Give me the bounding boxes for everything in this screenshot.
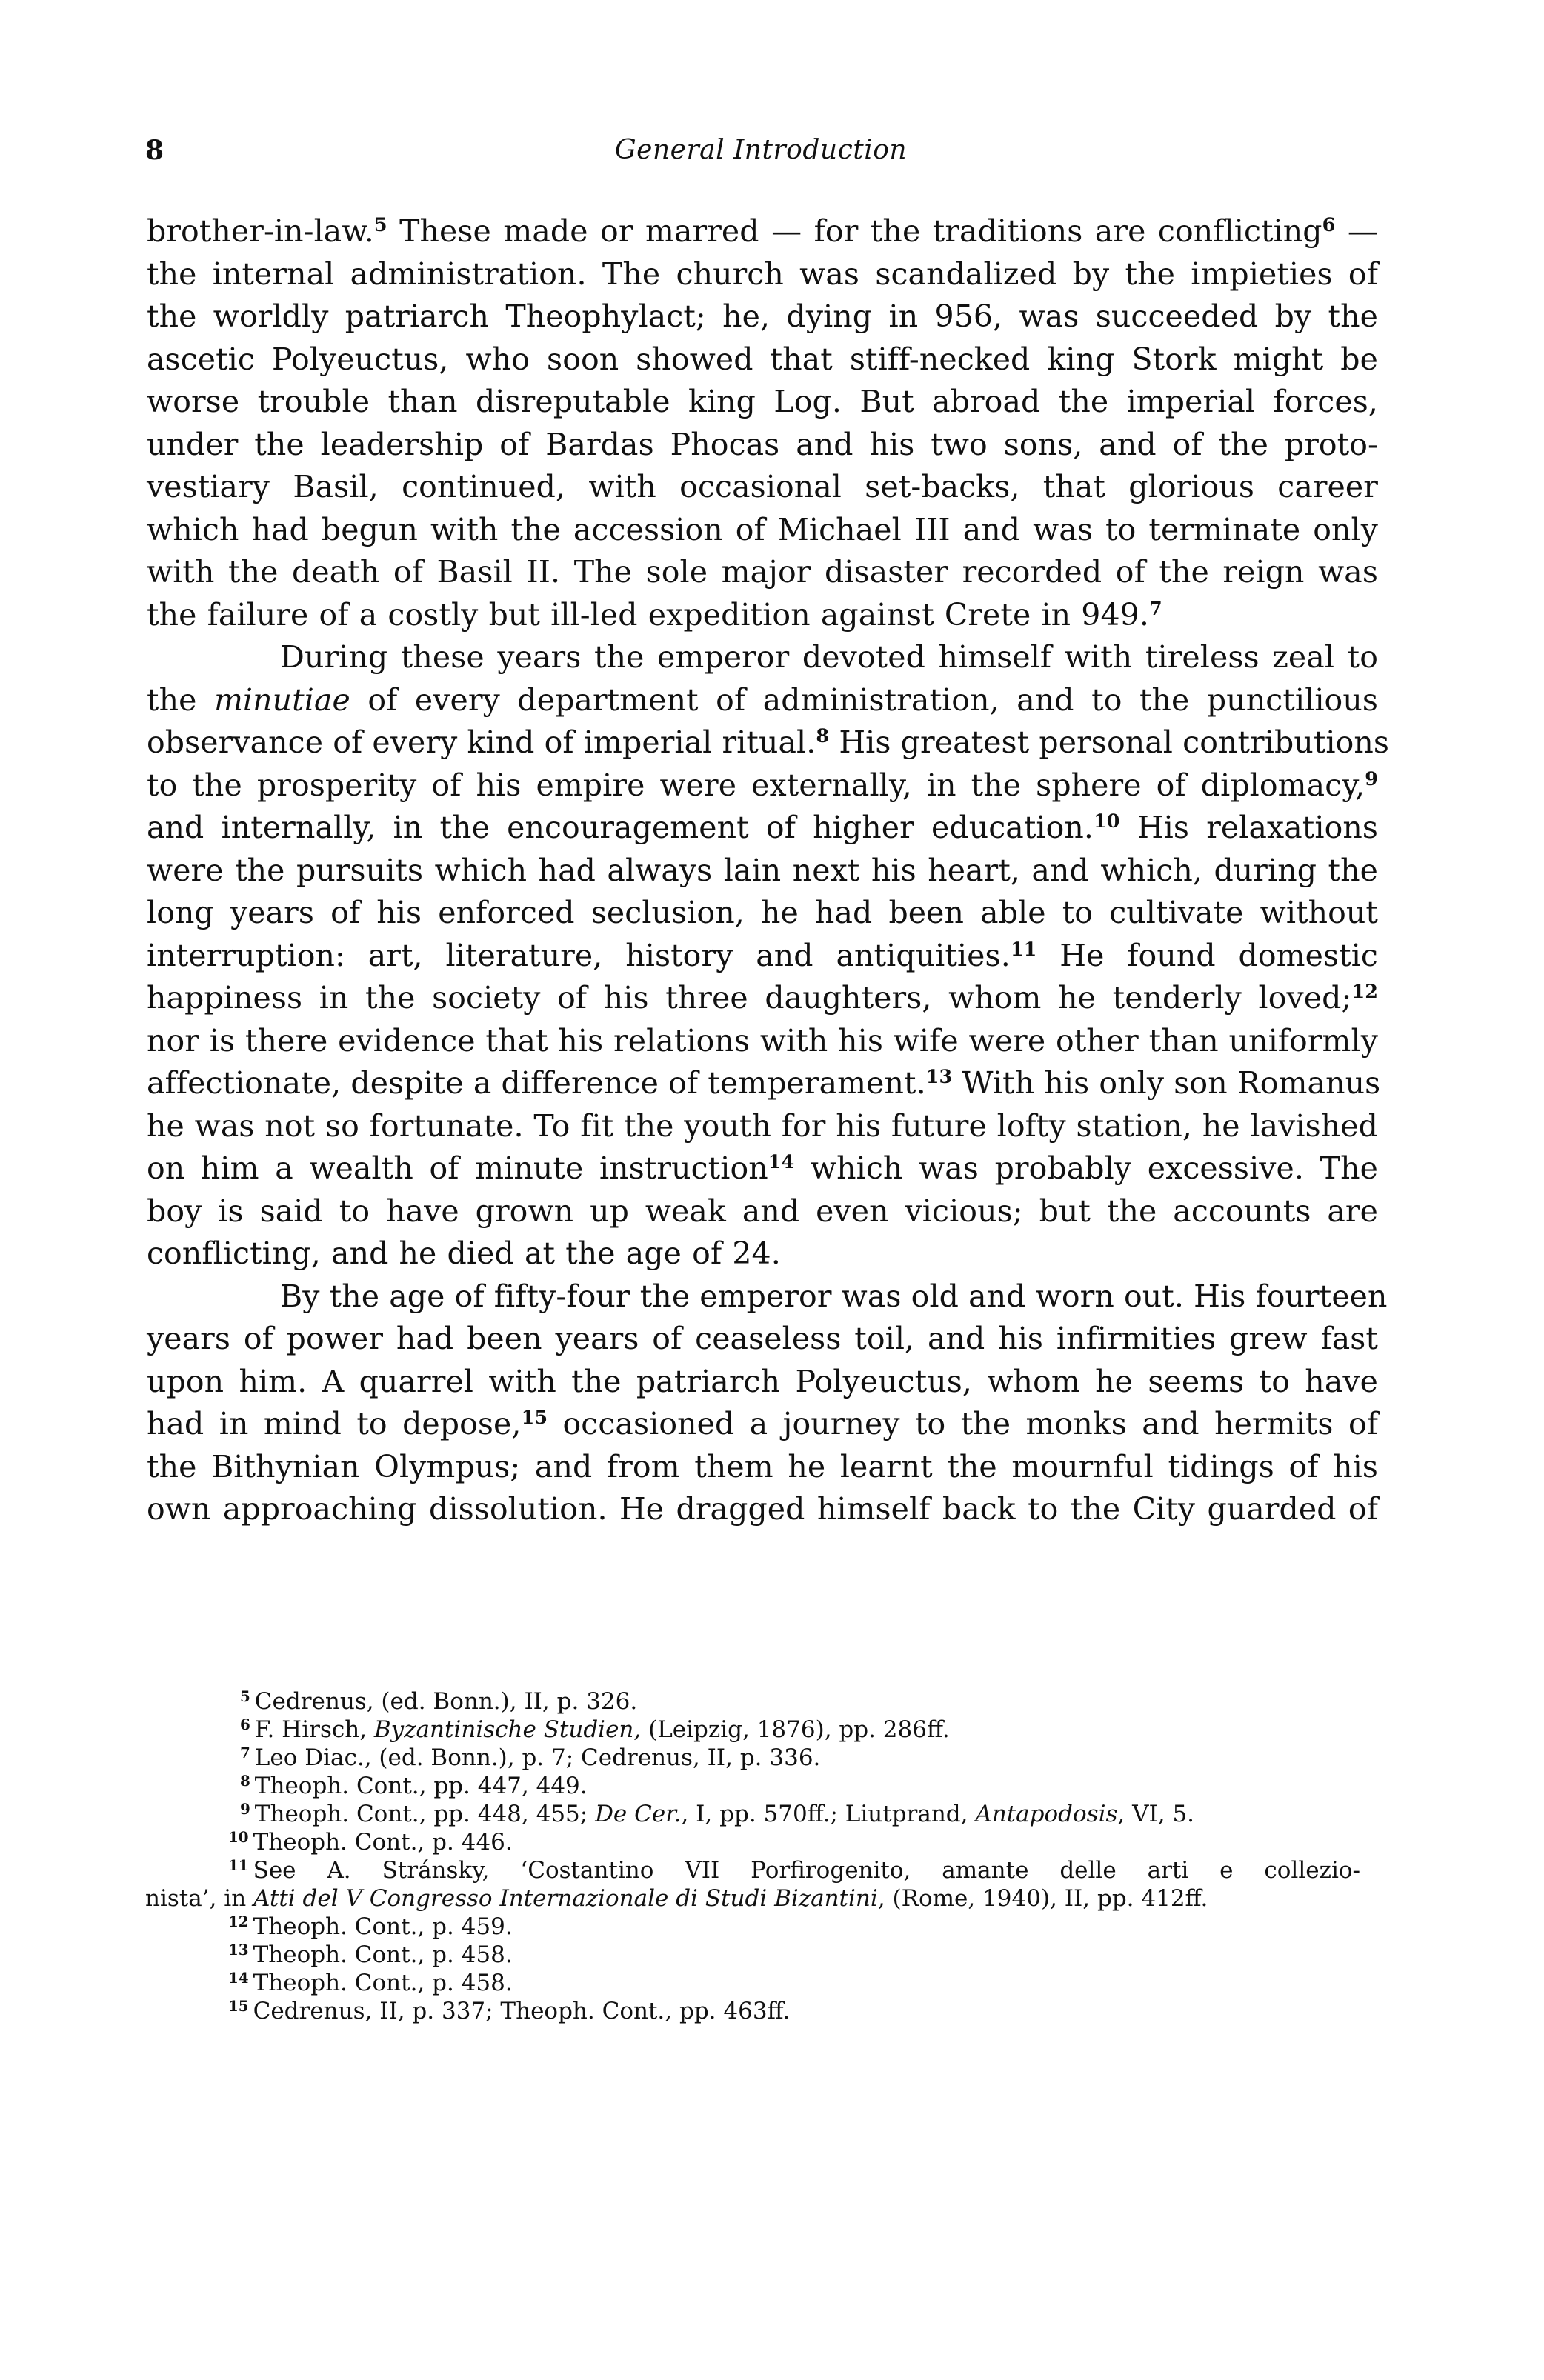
running-title: General Introduction bbox=[614, 135, 908, 165]
text-run: of every department of administration, and to the punctilious bbox=[350, 681, 1378, 718]
paragraph bbox=[147, 636, 1390, 1276]
text-run: Theoph. Cont., pp. 448, 455; bbox=[254, 1801, 596, 1827]
footnote-number: 14 bbox=[228, 1969, 249, 1987]
text-line bbox=[147, 1488, 1378, 1531]
text-line bbox=[147, 381, 1378, 424]
text-run: Theoph. Cont., p. 459. bbox=[253, 1913, 513, 1940]
text-run: Leo Diac., (ed. Bonn.), p. 7; Cedrenus, II, p. 336. bbox=[254, 1744, 821, 1771]
text-line bbox=[147, 850, 1378, 893]
text-line bbox=[147, 1361, 1378, 1404]
footnote-reference[interactable]: 6 bbox=[1322, 213, 1336, 236]
text-line bbox=[147, 807, 1378, 850]
paragraph bbox=[147, 1276, 1388, 1531]
text-run: with the death of Basil II. The sole major disaster recorded of the reign was bbox=[147, 554, 1378, 590]
text-run: worse trouble than disreputable king Log. But abroad the imperial forces, bbox=[147, 384, 1378, 419]
text-run: During these years the emperor devoted himself with tireless zeal to bbox=[280, 639, 1378, 675]
text-run: (Leipzig, 1876), pp. 286ff. bbox=[641, 1716, 950, 1743]
italic-text: minutiae bbox=[213, 681, 350, 718]
text-run: Theoph. Cont., p. 458. bbox=[253, 1970, 513, 1996]
text-run: were the pursuits which had always lain next his heart, and which, during the bbox=[147, 852, 1378, 888]
text-line bbox=[147, 509, 1378, 552]
paragraph bbox=[147, 210, 1378, 636]
footnote bbox=[145, 1687, 1360, 1716]
text-run: which was probably excessive. The bbox=[794, 1150, 1378, 1186]
body-text bbox=[147, 210, 1390, 1531]
footnote bbox=[145, 1716, 1360, 1744]
footnote-line bbox=[145, 1856, 1360, 1884]
text-line bbox=[147, 1062, 1381, 1105]
text-line bbox=[147, 1233, 1378, 1276]
text-run: on him a wealth of minute instruction bbox=[147, 1150, 768, 1186]
footnote-line bbox=[145, 1716, 1360, 1744]
footnote bbox=[145, 1856, 1360, 1913]
text-line bbox=[147, 1276, 1388, 1319]
footnote-line bbox=[145, 1800, 1360, 1828]
text-run: With his only son Romanus bbox=[952, 1065, 1381, 1101]
text-line bbox=[147, 764, 1378, 807]
text-run: the internal administration. The church was scandalized by the impieties of bbox=[147, 256, 1378, 292]
footnote-number: 7 bbox=[240, 1744, 250, 1762]
text-run: nista’, in bbox=[145, 1885, 254, 1912]
footnote bbox=[145, 1744, 1360, 1772]
text-line bbox=[147, 636, 1378, 679]
text-run: the worldly patriarch Theophylact; he, dying in 956, was succeeded by the bbox=[147, 299, 1378, 334]
text-run: years of power had been years of ceaseless toil, and his infirmities grew fast bbox=[147, 1321, 1378, 1356]
footnote bbox=[145, 1941, 1360, 1969]
footnote-line bbox=[145, 1969, 1360, 1997]
text-run: He found domestic bbox=[1036, 937, 1378, 973]
text-line bbox=[147, 339, 1378, 381]
text-run: His greatest personal contributions bbox=[829, 724, 1390, 760]
footnote-line bbox=[145, 1687, 1360, 1716]
text-line bbox=[147, 253, 1378, 296]
italic-text: Antapodosis bbox=[975, 1801, 1118, 1827]
footnote-number: 5 bbox=[240, 1687, 250, 1706]
text-run: occasioned a journey to the monks and hermits of bbox=[548, 1406, 1379, 1441]
text-line bbox=[147, 679, 1378, 722]
text-run: Theoph. Cont., pp. 447, 449. bbox=[254, 1773, 588, 1799]
text-line bbox=[147, 1105, 1378, 1148]
text-line bbox=[147, 1190, 1378, 1233]
footnote-reference[interactable]: 13 bbox=[925, 1065, 953, 1088]
footnote-number: 9 bbox=[240, 1800, 250, 1819]
text-line bbox=[147, 935, 1378, 978]
footnote-number: 12 bbox=[228, 1913, 249, 1931]
footnote-number: 13 bbox=[228, 1941, 249, 1959]
text-run: the Bithynian Olympus; and from them he learnt the mournful tidings of his bbox=[147, 1448, 1378, 1484]
text-run: ascetic Polyeuctus, who soon showed that stiff-necked king Stork might be bbox=[147, 341, 1378, 377]
text-line bbox=[147, 1318, 1378, 1361]
text-line bbox=[147, 594, 1378, 637]
text-run: happiness in the society of his three daughters, whom he tenderly loved; bbox=[147, 980, 1352, 1016]
footnote-number: 15 bbox=[228, 1997, 249, 2016]
text-run: , VI, 5. bbox=[1117, 1801, 1195, 1827]
text-line bbox=[147, 892, 1378, 935]
page-number: 8 bbox=[145, 135, 164, 166]
text-run: had in mind to depose, bbox=[147, 1406, 522, 1441]
running-head bbox=[145, 132, 1377, 169]
text-run: he was not so fortunate. To fit the youth for his future lofty station, he lavished bbox=[147, 1107, 1378, 1144]
footnote-line bbox=[145, 1828, 1360, 1856]
text-line bbox=[147, 977, 1378, 1020]
footnote-line bbox=[145, 1772, 1360, 1800]
text-run: Cedrenus, (ed. Bonn.), II, p. 326. bbox=[254, 1688, 638, 1715]
italic-text: Byzantinische Studien, bbox=[373, 1716, 642, 1743]
footnote-reference[interactable]: 15 bbox=[521, 1406, 548, 1429]
text-run: the bbox=[147, 681, 214, 718]
text-run: own approaching dissolution. He dragged himself back to the City guarded of bbox=[147, 1491, 1378, 1527]
footnote-reference[interactable]: 7 bbox=[1148, 596, 1162, 619]
text-line bbox=[147, 210, 1378, 253]
text-run: By the age of fifty-four the emperor was old and worn out. His fourteen bbox=[280, 1278, 1388, 1314]
text-line bbox=[147, 466, 1378, 509]
text-line bbox=[147, 1446, 1378, 1489]
text-line bbox=[147, 721, 1390, 764]
footnote-line bbox=[145, 1884, 1360, 1913]
footnote-line bbox=[145, 1997, 1360, 2025]
text-line bbox=[147, 551, 1378, 594]
text-run: boy is said to have grown up weak and even vicious; but the accounts are bbox=[147, 1193, 1378, 1229]
footnote-number: 8 bbox=[240, 1772, 250, 1790]
text-run: conflicting, and he died at the age of 24. bbox=[147, 1236, 781, 1271]
text-run: upon him. A quarrel with the patriarch Polyeuctus, whom he seems to have bbox=[147, 1363, 1378, 1399]
footnote-reference[interactable]: 10 bbox=[1094, 810, 1120, 833]
footnote-number: 11 bbox=[228, 1856, 249, 1875]
footnote bbox=[145, 1997, 1360, 2025]
footnotes bbox=[145, 1687, 1360, 2025]
footnote-reference[interactable]: 5 bbox=[373, 213, 387, 236]
text-run: which had begun with the accession of Michael III and was to terminate only bbox=[147, 511, 1378, 547]
text-run: long years of his enforced seclusion, he had been able to cultivate without bbox=[147, 895, 1378, 930]
text-line bbox=[147, 424, 1378, 467]
footnote-reference[interactable]: 12 bbox=[1351, 980, 1378, 1003]
text-run: Theoph. Cont., p. 458. bbox=[253, 1941, 513, 1968]
text-line bbox=[147, 1147, 1378, 1190]
footnote-reference[interactable]: 11 bbox=[1010, 937, 1037, 960]
text-run: brother-in-law. bbox=[147, 213, 374, 249]
text-run: the failure of a costly but ill-led expedition against Crete in 949. bbox=[147, 596, 1149, 633]
italic-text: Atti del V Congresso Internazionale di Studi Bizantini bbox=[253, 1885, 878, 1912]
text-run: observance of every kind of imperial ritual. bbox=[147, 724, 816, 760]
text-run: to the prosperity of his empire were externally, in the sphere of diplomacy, bbox=[147, 767, 1365, 803]
footnote bbox=[145, 1828, 1360, 1856]
footnote-line bbox=[145, 1744, 1360, 1772]
text-run: — bbox=[1335, 213, 1378, 249]
text-run: interruption: art, literature, history and antiquities. bbox=[147, 937, 1011, 973]
text-run: nor is there evidence that his relations with his wife were other than uniformly bbox=[147, 1022, 1378, 1059]
footnote bbox=[145, 1800, 1360, 1828]
footnote-number: 6 bbox=[240, 1716, 250, 1734]
text-run: Cedrenus, II, p. 337; Theoph. Cont., pp. 463ff. bbox=[253, 1998, 791, 2024]
text-run: affectionate, despite a difference of temperament. bbox=[147, 1065, 926, 1101]
text-run: His relaxations bbox=[1119, 810, 1378, 845]
text-line bbox=[147, 296, 1378, 339]
text-run: See A. Stránsky, ‘Costantino VII Porfirogenito, amante delle arti e collezio- bbox=[253, 1857, 1360, 1884]
text-line bbox=[147, 1403, 1378, 1446]
footnote-line bbox=[145, 1913, 1360, 1941]
footnote-reference[interactable]: 9 bbox=[1365, 767, 1378, 790]
text-line bbox=[147, 1020, 1378, 1063]
text-run: vestiary Basil, continued, with occasional set-backs, that glorious career bbox=[147, 469, 1378, 504]
text-run: and internally, in the encouragement of higher education. bbox=[147, 810, 1094, 845]
footnote bbox=[145, 1772, 1360, 1800]
footnote-number: 10 bbox=[228, 1828, 249, 1847]
footnote-reference[interactable]: 14 bbox=[768, 1150, 795, 1173]
footnote bbox=[145, 1913, 1360, 1941]
text-run: , (Rome, 1940), II, pp. 412ff. bbox=[877, 1885, 1208, 1912]
text-run: These made or marred — for the traditions are conflicting bbox=[387, 213, 1322, 249]
text-run: F. Hirsch, bbox=[254, 1716, 374, 1743]
text-run: under the leadership of Bardas Phocas and his two sons, and of the proto- bbox=[147, 426, 1378, 462]
text-run: , I, pp. 570ff.; Liutprand, bbox=[681, 1801, 976, 1827]
footnote-reference[interactable]: 8 bbox=[816, 724, 830, 747]
footnote bbox=[145, 1969, 1360, 1997]
italic-text: De Cer. bbox=[595, 1801, 682, 1827]
footnote-line bbox=[145, 1941, 1360, 1969]
text-run: Theoph. Cont., p. 446. bbox=[253, 1829, 513, 1856]
